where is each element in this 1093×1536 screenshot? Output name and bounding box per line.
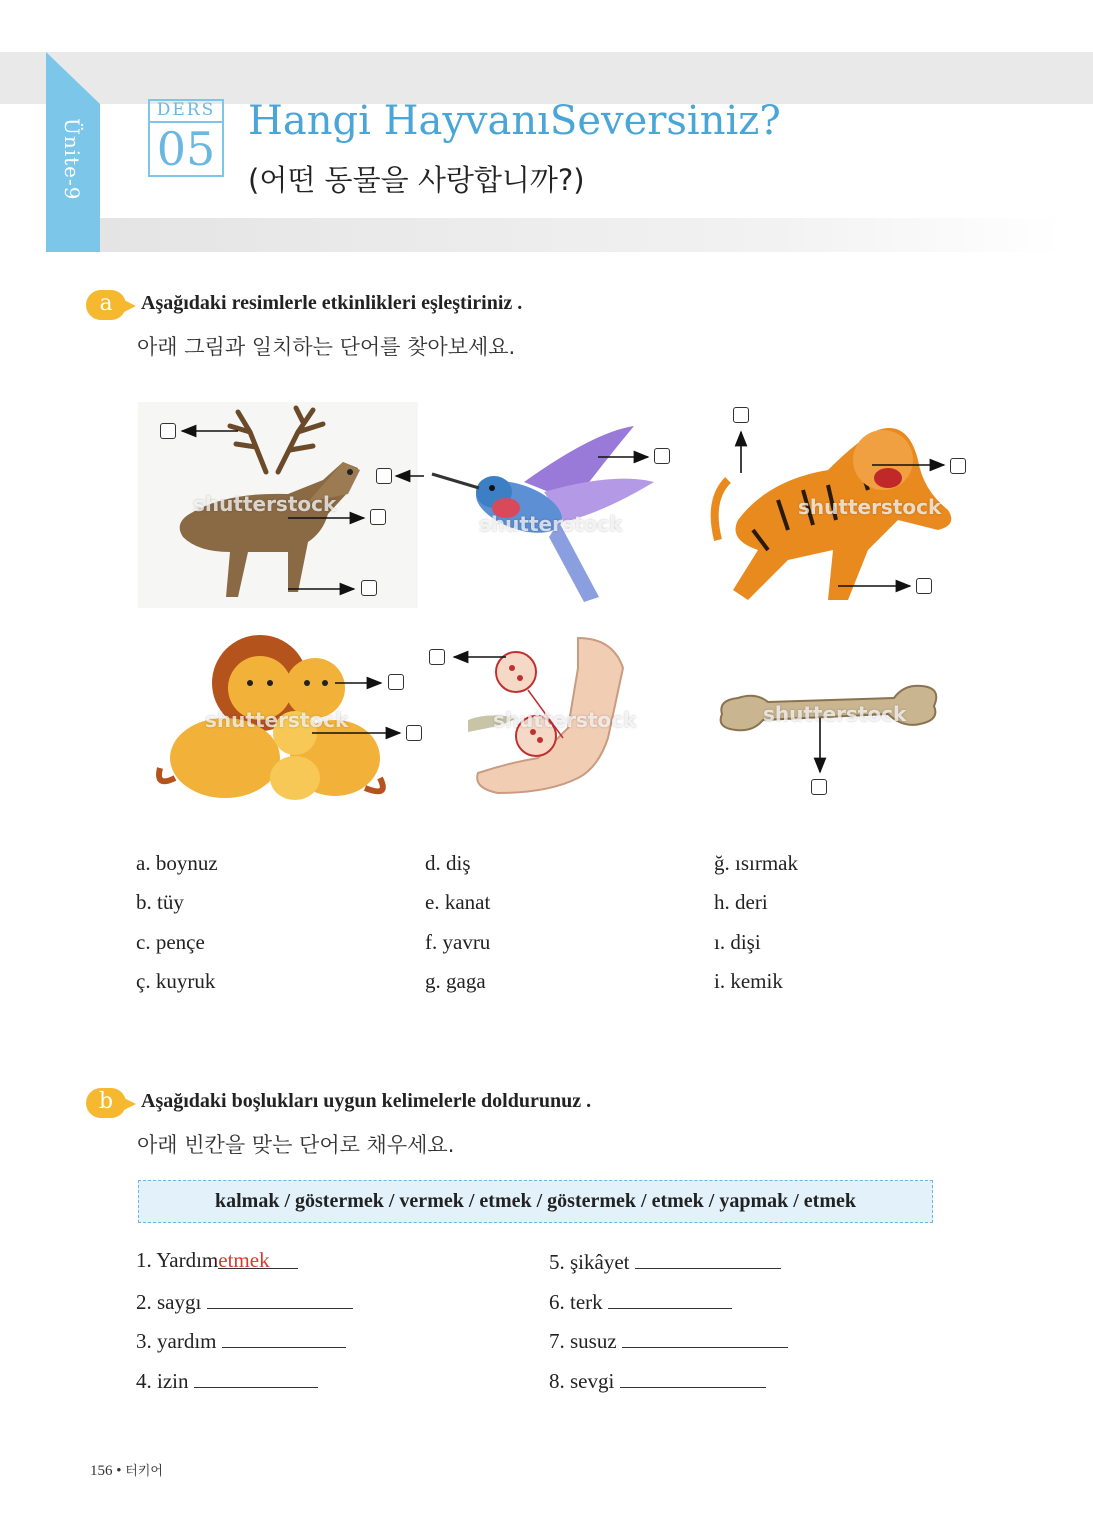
page-title: Hangi HayvanıSeversiniz? [248,98,781,144]
fill-item [136,1248,298,1273]
word-option: i. kemik [714,969,783,993]
word-bank: kalmak / göstermek / vermek / etmek / göstermek / etmek / yapmak / etmek [138,1180,933,1223]
book-name: 터키어 [125,1464,163,1479]
answer-blank[interactable] [622,1327,788,1348]
answer-checkbox[interactable] [388,674,404,690]
answer-checkbox[interactable] [654,448,670,464]
fill-item-label: 5. şikâyet [549,1250,630,1274]
fill-item [549,1327,788,1354]
word-option: c. pençe [136,930,205,954]
fill-item [136,1327,346,1354]
answer-checkbox[interactable] [429,649,445,665]
page-footer [90,1460,163,1480]
fill-item-label: 6. terk [549,1290,603,1314]
watermark: shutterstock [493,708,637,732]
answer-blank[interactable] [222,1327,346,1348]
word-option: f. yavru [425,930,491,954]
word-option: h. deri [714,890,768,914]
section-a-badge: a [86,290,126,320]
answer-checkbox[interactable] [811,779,827,795]
fill-item [549,1367,766,1394]
watermark: shutterstock [479,512,623,536]
section-a-instruction-tr: Aşağıdaki resimlerle etkinlikleri eşleştiriniz . [141,292,523,314]
page-subtitle: (어떤 동물을 사랑합니까?) [248,163,585,197]
fill-item [549,1288,732,1315]
answer-checkbox[interactable] [160,423,176,439]
fill-item [549,1248,781,1275]
word-option: ğ. ısırmak [714,851,798,875]
fill-item-label: 7. susuz [549,1329,617,1353]
fill-item-label: 2. saygı [136,1290,202,1314]
section-b-instruction-ko: 아래 빈칸을 맞는 단어로 채우세요. [137,1133,455,1157]
watermark: shutterstock [763,702,907,726]
answer-blank[interactable] [608,1288,732,1309]
fill-item-label: 8. sevgi [549,1369,615,1393]
page-number: 156 [90,1463,113,1479]
fill-item-label: 4. izin [136,1369,189,1393]
answer-checkbox[interactable] [950,458,966,474]
answer-blank[interactable] [194,1367,318,1388]
word-option: ı. dişi [714,930,761,954]
section-b-badge: b [86,1088,126,1118]
unit-label: Ünite-9 [60,117,84,201]
section-b-instruction-tr: Aşağıdaki boşlukları uygun kelimelerle doldurunuz . [141,1090,592,1112]
fill-item-label: 3. yardım [136,1329,217,1353]
answer-checkbox[interactable] [376,468,392,484]
word-option: d. diş [425,851,471,875]
watermark: shutterstock [205,708,349,732]
answer-blank[interactable] [620,1367,766,1388]
lesson-number: 05 [156,122,216,176]
word-option: b. tüy [136,890,184,914]
answer-blank[interactable]: etmek [218,1248,298,1269]
answer-checkbox[interactable] [916,578,932,594]
section-a-instruction-ko: 아래 그림과 일치하는 단어를 찾아보세요. [137,335,516,359]
watermark: shutterstock [798,495,942,519]
fill-item [136,1367,318,1394]
answer-blank[interactable] [635,1248,781,1269]
answer-checkbox[interactable] [370,509,386,525]
lesson-word: DERS [150,99,222,123]
word-option: a. boynuz [136,851,218,875]
footer-separator: • [116,1463,122,1479]
answer-checkbox[interactable] [406,725,422,741]
fill-item-label: 1. Yardım [136,1248,219,1272]
word-option: e. kanat [425,890,491,914]
answer-blank[interactable] [207,1288,353,1309]
word-option: g. gaga [425,969,486,993]
answer-checkbox[interactable] [733,407,749,423]
watermark: shutterstock [193,492,337,516]
fill-item [136,1288,353,1315]
answer-checkbox[interactable] [361,580,377,596]
word-option: ç. kuyruk [136,969,216,993]
